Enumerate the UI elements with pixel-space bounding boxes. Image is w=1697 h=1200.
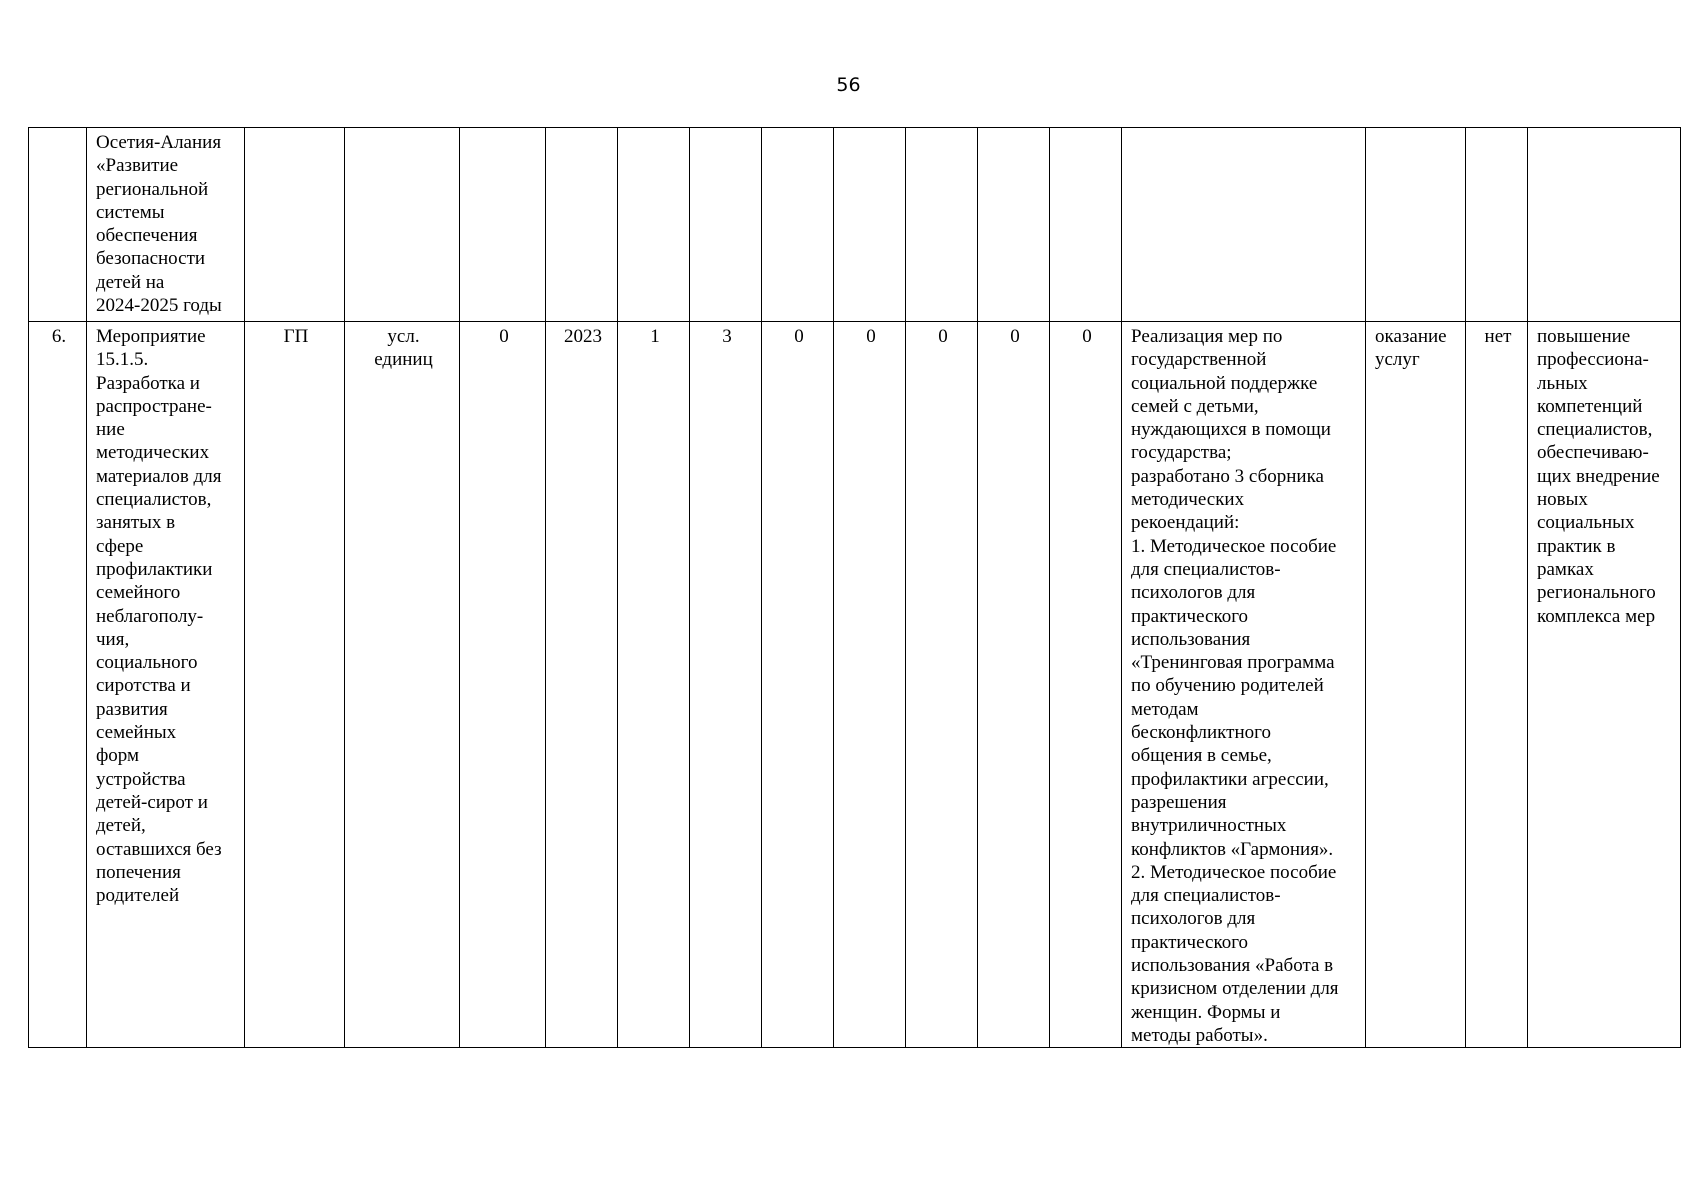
cell-type (245, 128, 345, 322)
cell-year (546, 128, 618, 322)
cell-value-2: 3 (690, 322, 762, 1048)
program-events-table (28, 127, 1681, 1048)
cell-value-7: 0 (1050, 322, 1122, 1048)
table-row-continuation (29, 128, 1681, 322)
cell-value-2 (690, 128, 762, 322)
cell-value-5: 0 (906, 322, 978, 1048)
cell-type: ГП (245, 322, 345, 1048)
cell-unit: усл. единиц (345, 322, 460, 1048)
cell-event-name: Осетия-Алания «Развитие региональной системы обеспечения безопасности детей на 2024-2025 годы (87, 128, 245, 322)
page-number: 56 (836, 74, 861, 96)
cell-base-value (460, 128, 546, 322)
cell-value-5 (906, 128, 978, 322)
cell-flag (1466, 128, 1528, 322)
cell-base-value: 0 (460, 322, 546, 1048)
cell-year: 2023 (546, 322, 618, 1048)
cell-value-4: 0 (834, 322, 906, 1048)
cell-service: оказание услуг (1366, 322, 1466, 1048)
cell-result (1122, 128, 1366, 322)
cell-num: 6. (29, 322, 87, 1048)
cell-effect: повышение профессиона- льных компетенций специалистов, обеспечиваю- щих внедрение новых социальных практик в рамках регионального комплекса мер (1528, 322, 1681, 1048)
cell-value-6 (978, 128, 1050, 322)
cell-service (1366, 128, 1466, 322)
cell-value-3: 0 (762, 322, 834, 1048)
cell-value-7 (1050, 128, 1122, 322)
cell-value-1 (618, 128, 690, 322)
cell-result: Реализация мер по государственной социальной поддержке семей с детьми, нуждающихся в помощи государства; разработано 3 сборника методических рекоендаций: 1. Методическое пособие для специалистов- психологов для практического использования «Тренинговая программа по обучению родителей методам бесконфликтного общения в семье, профилактики агрессии, разрешения внутриличностных конфликтов «Гармония». 2. Методическое пособие для специалистов- психологов для практического использования «Работа в кризисном отделении для женщин. Формы и методы работы». (1122, 322, 1366, 1048)
cell-event-name: Мероприятие 15.1.5. Разработка и распростране- ние методических материалов для специалистов, занятых в сфере профилактики семейного неблагополу- чия, социального сиротства и развития семейных форм устройства детей-сирот и детей, оставшихся без попечения родителей (87, 322, 245, 1048)
cell-value-4 (834, 128, 906, 322)
cell-value-6: 0 (978, 322, 1050, 1048)
cell-value-3 (762, 128, 834, 322)
cell-num (29, 128, 87, 322)
table-row-event (29, 322, 1681, 1048)
cell-flag: нет (1466, 322, 1528, 1048)
cell-value-1: 1 (618, 322, 690, 1048)
cell-effect (1528, 128, 1681, 322)
cell-unit (345, 128, 460, 322)
